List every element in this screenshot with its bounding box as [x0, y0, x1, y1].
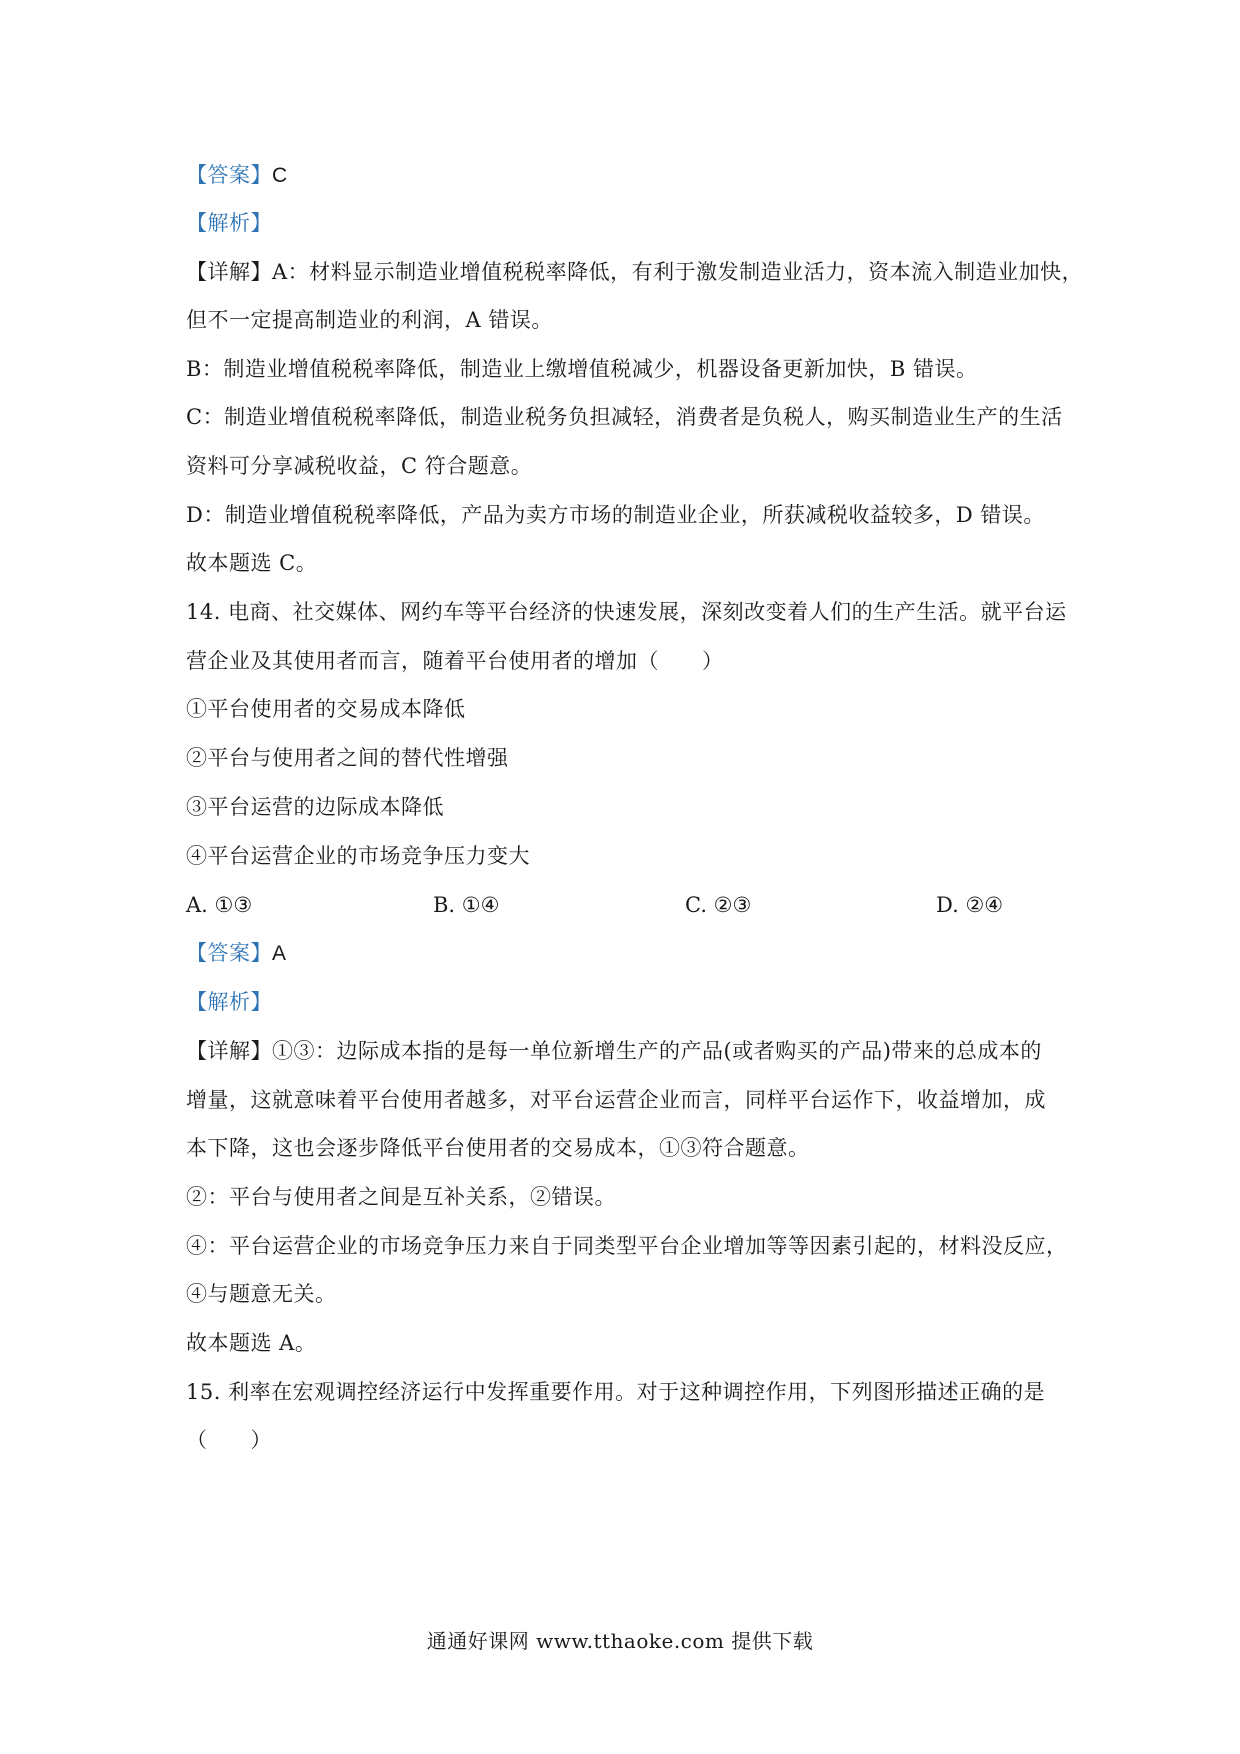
q13-conclusion: 故本题选 C。	[186, 551, 318, 575]
q14-s4-line-2: ④与题意无关。	[186, 1282, 337, 1306]
q14-analysis-line	[186, 987, 1066, 1017]
analysis-tag: 【解析】	[186, 990, 272, 1014]
q15-stem-line-2: （ ）	[186, 1428, 272, 1452]
q14-statement-2: ②平台与使用者之间的替代性增强	[186, 746, 509, 770]
option-b: B. ①④	[433, 893, 500, 917]
answer-value: A	[272, 942, 287, 965]
detail-text: ①③：边际成本指的是每一单位新增生产的产品(或者购买的产品)带来的总成本的	[272, 1039, 1042, 1063]
option-c: C. ②③	[685, 893, 752, 917]
answer-value: C	[272, 164, 288, 187]
q14-s2-line: ②：平台与使用者之间是互补关系，②错误。	[186, 1185, 616, 1209]
analysis-tag: 【解析】	[186, 211, 272, 235]
page-footer: 通通好课网 www.tthaoke.com 提供下载	[426, 1629, 814, 1653]
q14-statement-3: ③平台运营的边际成本降低	[186, 795, 444, 819]
q14-statement-4: ④平台运营企业的市场竞争压力变大	[186, 844, 530, 868]
q14-detail-line-3: 本下降，这也会逐步降低平台使用者的交易成本，①③符合题意。	[186, 1136, 810, 1160]
q13-detail-line-1	[186, 257, 1084, 287]
q14-conclusion: 故本题选 A。	[186, 1331, 317, 1355]
q13-c-line-2: 资料可分享减税收益，C 符合题意。	[186, 454, 533, 478]
q14-statement-1: ①平台使用者的交易成本降低	[186, 697, 466, 721]
q14-stem-line-2: 营企业及其使用者而言，随着平台使用者的增加（ ）	[186, 649, 724, 673]
q13-detail-line-2: 但不一定提高制造业的利润，A 错误。	[186, 308, 553, 332]
answer-tag: 【答案】	[186, 163, 272, 187]
q14-s4-line-1: ④：平台运营企业的市场竞争压力来自于同类型平台企业增加等等因素引起的，材料没反应，	[186, 1234, 1068, 1258]
q13-d-line: D：制造业增值税税率降低，产品为卖方市场的制造业企业，所获减税收益较多，D 错误。	[186, 503, 1045, 527]
answer-tag: 【答案】	[186, 941, 272, 965]
q14-detail-line-2: 增量，这就意味着平台使用者越多，对平台运营企业而言，同样平台运作下，收益增加，成	[186, 1088, 1046, 1112]
q14-answer-line	[186, 938, 1066, 969]
q14-stem-line-1: 14. 电商、社交媒体、网约车等平台经济的快速发展，深刻改变着人们的生产生活。就平台运	[186, 600, 1067, 624]
q13-b-line: B：制造业增值税税率降低，制造业上缴增值税减少，机器设备更新加快，B 错误。	[186, 357, 978, 381]
q13-answer-line	[186, 160, 1066, 191]
q13-c-line-1: C：制造业增值税税率降低，制造业税务负担减轻，消费者是负税人，购买制造业生产的生活	[186, 405, 1063, 429]
option-d: D. ②④	[936, 893, 1004, 917]
option-a: A. ①③	[186, 893, 253, 917]
detail-text: A：材料显示制造业增值税税率降低，有利于激发制造业活力，资本流入制造业加快，	[272, 260, 1084, 284]
detail-tag: 【详解】	[186, 1039, 272, 1063]
q13-analysis-line	[186, 208, 1066, 238]
q14-detail-line-1	[186, 1036, 1066, 1066]
detail-tag: 【详解】	[186, 260, 272, 284]
q15-stem-line-1: 15. 利率在宏观调控经济运行中发挥重要作用。对于这种调控作用，下列图形描述正确的是	[186, 1380, 1046, 1404]
